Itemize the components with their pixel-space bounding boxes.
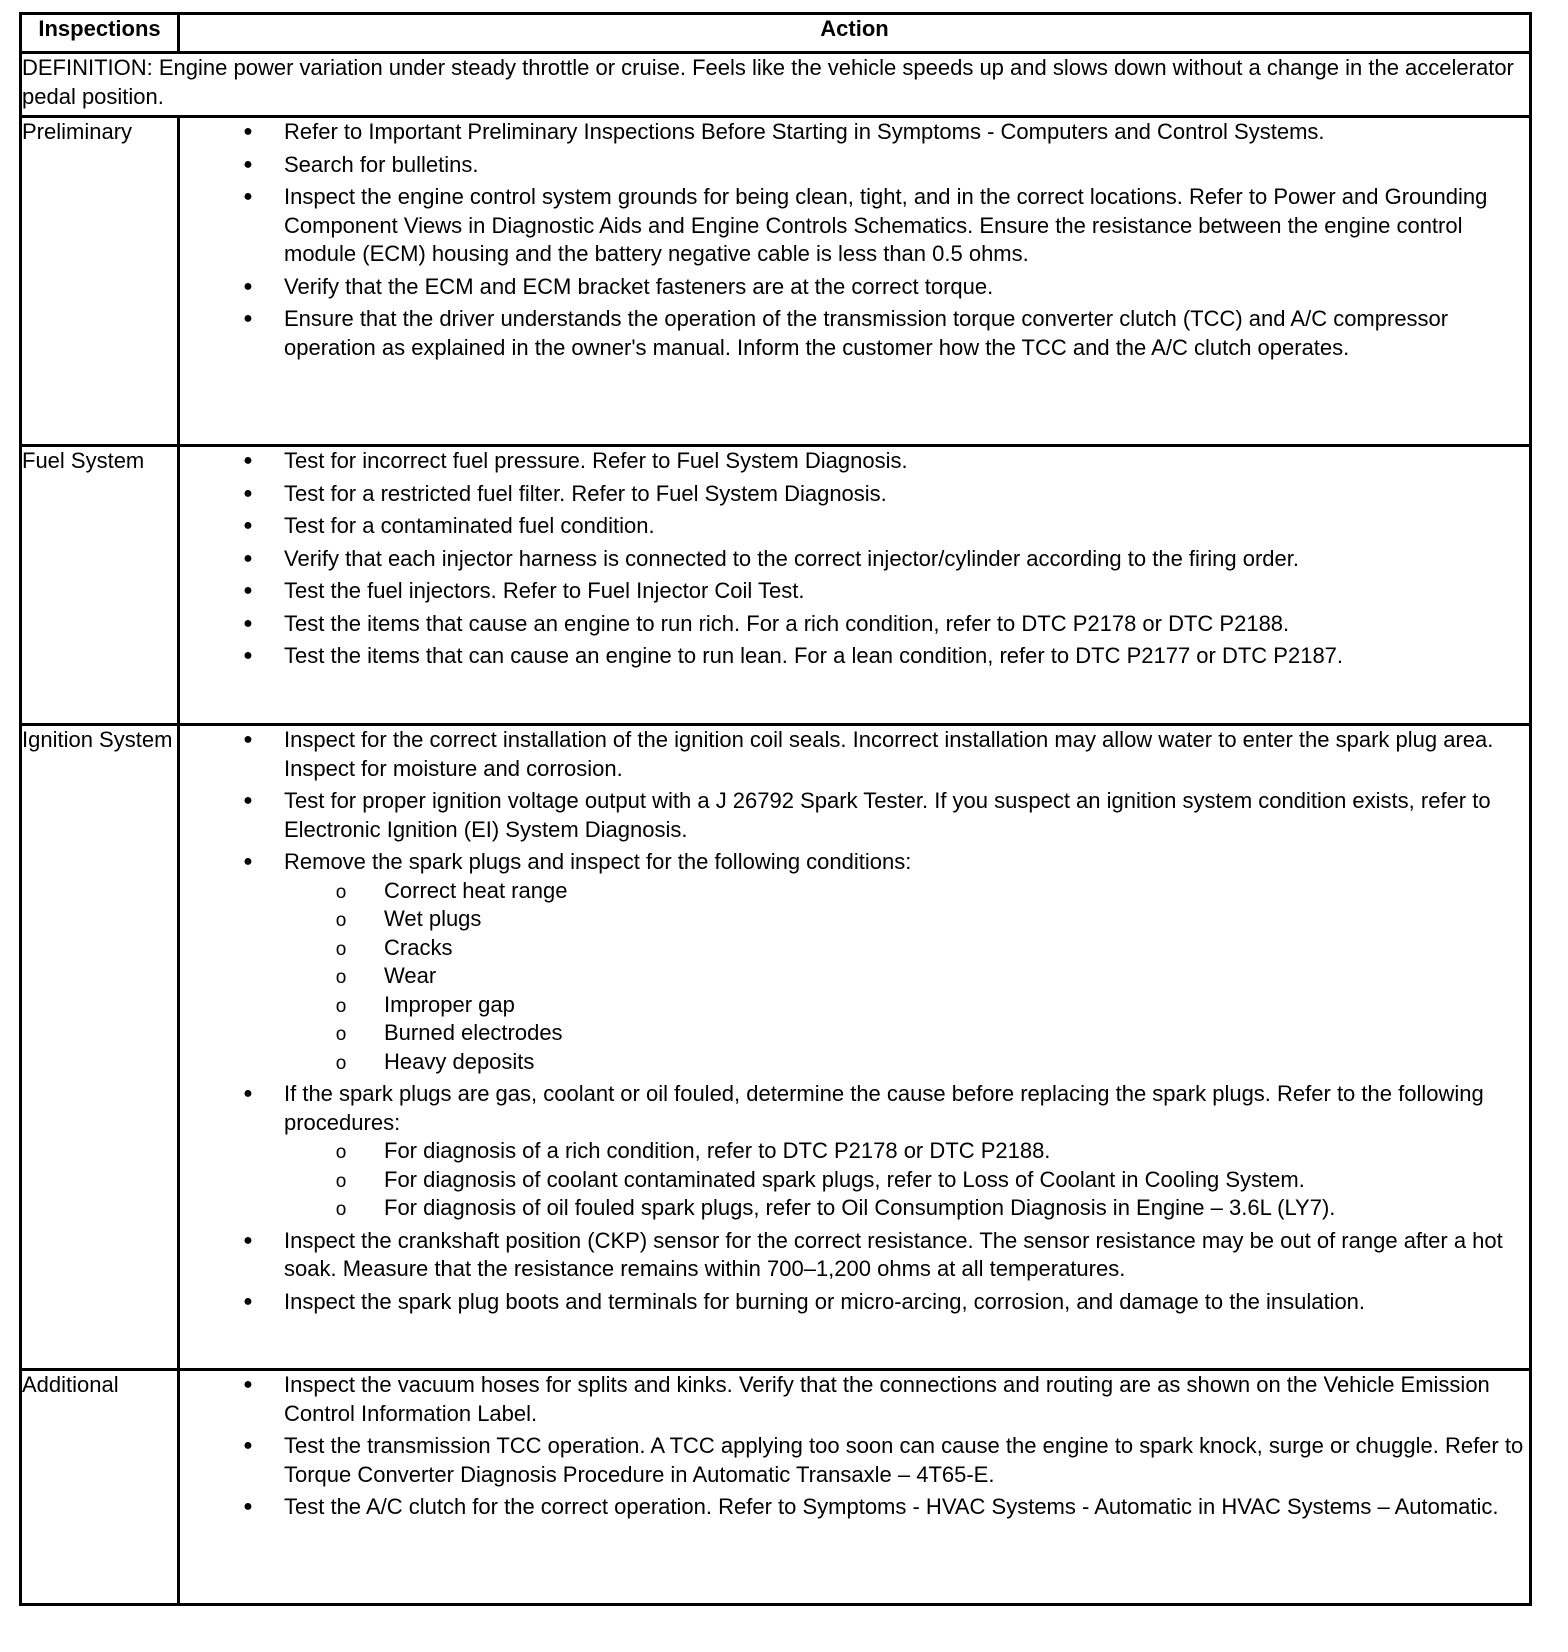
circle-bullet-icon: o	[335, 881, 347, 903]
list-item: ● Test the transmission TCC operation. A TCC applying too soon can cause the engine to spark knock, surge or chuggle. Refer to Torque Converter Diagnosis Procedure in Automatic Transaxle – 4T65-E.	[180, 1432, 1529, 1489]
bullet-list	[180, 118, 1529, 362]
list-item: ● Ensure that the driver understands the operation of the transmission torque converter clutch (TCC) and A/C compressor operation as explained in the owner's manual. Inform the customer how the TCC and the A/C clutch operates.	[180, 305, 1529, 362]
bullet-icon: ●	[243, 582, 253, 599]
list-item: ● Test for a contaminated fuel condition.	[180, 512, 1529, 541]
bullet-icon: ●	[243, 1085, 253, 1102]
circle-bullet-icon: o	[335, 995, 347, 1017]
bullet-icon: ●	[243, 731, 253, 748]
bullet-icon: ●	[243, 155, 253, 173]
row-label-preliminary: Preliminary	[21, 117, 179, 446]
bullet-icon: ●	[243, 792, 253, 809]
table-row	[21, 446, 1531, 725]
circle-bullet-icon: o	[335, 1142, 347, 1163]
bullet-icon: ●	[243, 1376, 253, 1393]
list-item: ● Test the items that can cause an engine to run lean. For a lean condition, refer to DTC P2177 or DTC P2187.	[180, 642, 1529, 671]
sub-list-item: o Burned electrodes	[284, 1019, 1529, 1048]
bullet-icon: ●	[243, 647, 253, 664]
bullet-icon: ●	[243, 549, 253, 567]
bullet-list	[180, 1371, 1529, 1522]
header-action: Action	[179, 14, 1531, 53]
sub-list-item: o For diagnosis of oil fouled spark plugs, refer to Oil Consumption Diagnosis in Engine – 3.6L (LY7).	[284, 1194, 1529, 1223]
bullet-icon: ●	[243, 1292, 253, 1310]
table-row	[21, 1370, 1531, 1605]
circle-bullet-icon: o	[335, 938, 347, 960]
action-cell	[179, 725, 1531, 1370]
list-item: ● Inspect for the correct installation of the ignition coil seals. Incorrect installation may allow water to enter the spark plug area. Inspect for moisture and corrosion.	[180, 726, 1529, 783]
bullet-icon: ●	[243, 1231, 253, 1249]
list-item: ● Inspect the crankshaft position (CKP) sensor for the correct resistance. The sensor resistance may be out of range after a hot soak. Measure that the resistance remains within 700–1,200 ohms at all temperatures.	[180, 1227, 1529, 1284]
list-item: ● Inspect the vacuum hoses for splits and kinks. Verify that the connections and routing are as shown on the Vehicle Emission Control Information Label.	[180, 1371, 1529, 1428]
definition-text: DEFINITION: Engine power variation under steady throttle or cruise. Feels like the vehicle speeds up and slows down without a change in the accelerator pedal position.	[21, 53, 1531, 117]
circle-bullet-icon: o	[335, 1170, 347, 1192]
sub-list-item: o Improper gap	[284, 991, 1529, 1020]
bullet-icon: ●	[243, 614, 253, 632]
sub-list-item: o For diagnosis of a rich condition, refer to DTC P2178 or DTC P2188.	[284, 1137, 1529, 1166]
inspection-table-container	[19, 12, 1529, 1606]
list-item: ● Refer to Important Preliminary Inspections Before Starting in Symptoms - Computers and Control Systems.	[180, 118, 1529, 147]
circle-bullet-icon: o	[335, 967, 347, 988]
list-item: ● Verify that each injector harness is connected to the correct injector/cylinder according to the firing order.	[180, 545, 1529, 574]
row-label-additional: Additional	[21, 1370, 179, 1605]
sub-list-item: o Wear	[284, 962, 1529, 991]
sub-list-item: o Cracks	[284, 934, 1529, 963]
list-item: ● Inspect the engine control system grounds for being clean, tight, and in the correct locations. Refer to Power and Grounding Component Views in Diagnostic Aids and Engine Controls Schematics. Ensure the resistance between the engine control module (ECM) housing and the battery negative cable is less than 0.5 ohms.	[180, 183, 1529, 269]
list-item: ● Test the items that cause an engine to run rich. For a rich condition, refer to DTC P2178 or DTC P2188.	[180, 610, 1529, 639]
sub-list	[284, 1137, 1529, 1223]
bullet-icon: ●	[243, 853, 253, 870]
bullet-icon: ●	[243, 188, 253, 205]
action-cell	[179, 117, 1531, 446]
sub-list	[284, 877, 1529, 1077]
bullet-icon: ●	[243, 277, 253, 295]
bullet-icon: ●	[243, 484, 253, 502]
list-item: ● Test for incorrect fuel pressure. Refer to Fuel System Diagnosis.	[180, 447, 1529, 476]
header-row	[21, 14, 1531, 53]
bullet-list	[180, 726, 1529, 1316]
table-row	[21, 725, 1531, 1370]
list-item: ● Test for a restricted fuel filter. Refer to Fuel System Diagnosis.	[180, 480, 1529, 509]
list-item: ● If the spark plugs are gas, coolant or oil fouled, determine the cause before replacing the spark plugs. Refer to the following procedures: o For diagnosis of a rich condition, refer to DTC P2178 or DTC P2188. o For diagnosis of coolant contaminated spark plugs, refer to Loss of Coolant in Cooling System. o For diagnosis of oil fouled spark plugs, refer to Oil Consumption Diagnosis in Engine – 3.6L (LY7).	[180, 1080, 1529, 1223]
bullet-icon: ●	[243, 123, 253, 140]
table-row	[21, 117, 1531, 446]
bullet-icon: ●	[243, 1437, 253, 1454]
list-item: ● Test the A/C clutch for the correct operation. Refer to Symptoms - HVAC Systems - Automatic in HVAC Systems – Automatic.	[180, 1493, 1529, 1522]
list-item: ● Inspect the spark plug boots and terminals for burning or micro-arcing, corrosion, and damage to the insulation.	[180, 1288, 1529, 1317]
bullet-icon: ●	[243, 517, 253, 534]
sub-list-item: o Correct heat range	[284, 877, 1529, 906]
sub-list-item: o Wet plugs	[284, 905, 1529, 934]
row-label-fuel-system: Fuel System	[21, 446, 179, 725]
action-cell	[179, 446, 1531, 725]
bullet-icon: ●	[243, 452, 253, 469]
action-cell	[179, 1370, 1531, 1605]
circle-bullet-icon: o	[335, 1024, 347, 1045]
sub-list-item: o Heavy deposits	[284, 1048, 1529, 1077]
list-item: ● Test the fuel injectors. Refer to Fuel Injector Coil Test.	[180, 577, 1529, 606]
list-item: ● Verify that the ECM and ECM bracket fasteners are at the correct torque.	[180, 273, 1529, 302]
list-item: ● Test for proper ignition voltage output with a J 26792 Spark Tester. If you suspect an ignition system condition exists, refer to Electronic Ignition (EI) System Diagnosis.	[180, 787, 1529, 844]
sub-list-item: o For diagnosis of coolant contaminated spark plugs, refer to Loss of Coolant in Cooling System.	[284, 1166, 1529, 1195]
circle-bullet-icon: o	[335, 1052, 347, 1074]
definition-row	[21, 53, 1531, 117]
list-item: ● Search for bulletins.	[180, 151, 1529, 180]
row-label-ignition-system: Ignition System	[21, 725, 179, 1370]
header-inspections: Inspections	[21, 14, 179, 53]
circle-bullet-icon: o	[335, 910, 347, 931]
bullet-list	[180, 447, 1529, 671]
circle-bullet-icon: o	[335, 1199, 347, 1220]
bullet-icon: ●	[243, 1498, 253, 1515]
list-item: ● Remove the spark plugs and inspect for the following conditions: o Correct heat range o Wet plugs o Cracks o Wear o Improper gap o Burned electrodes o Heavy deposits	[180, 848, 1529, 1076]
inspection-table	[19, 12, 1532, 1606]
bullet-icon: ●	[243, 310, 253, 327]
